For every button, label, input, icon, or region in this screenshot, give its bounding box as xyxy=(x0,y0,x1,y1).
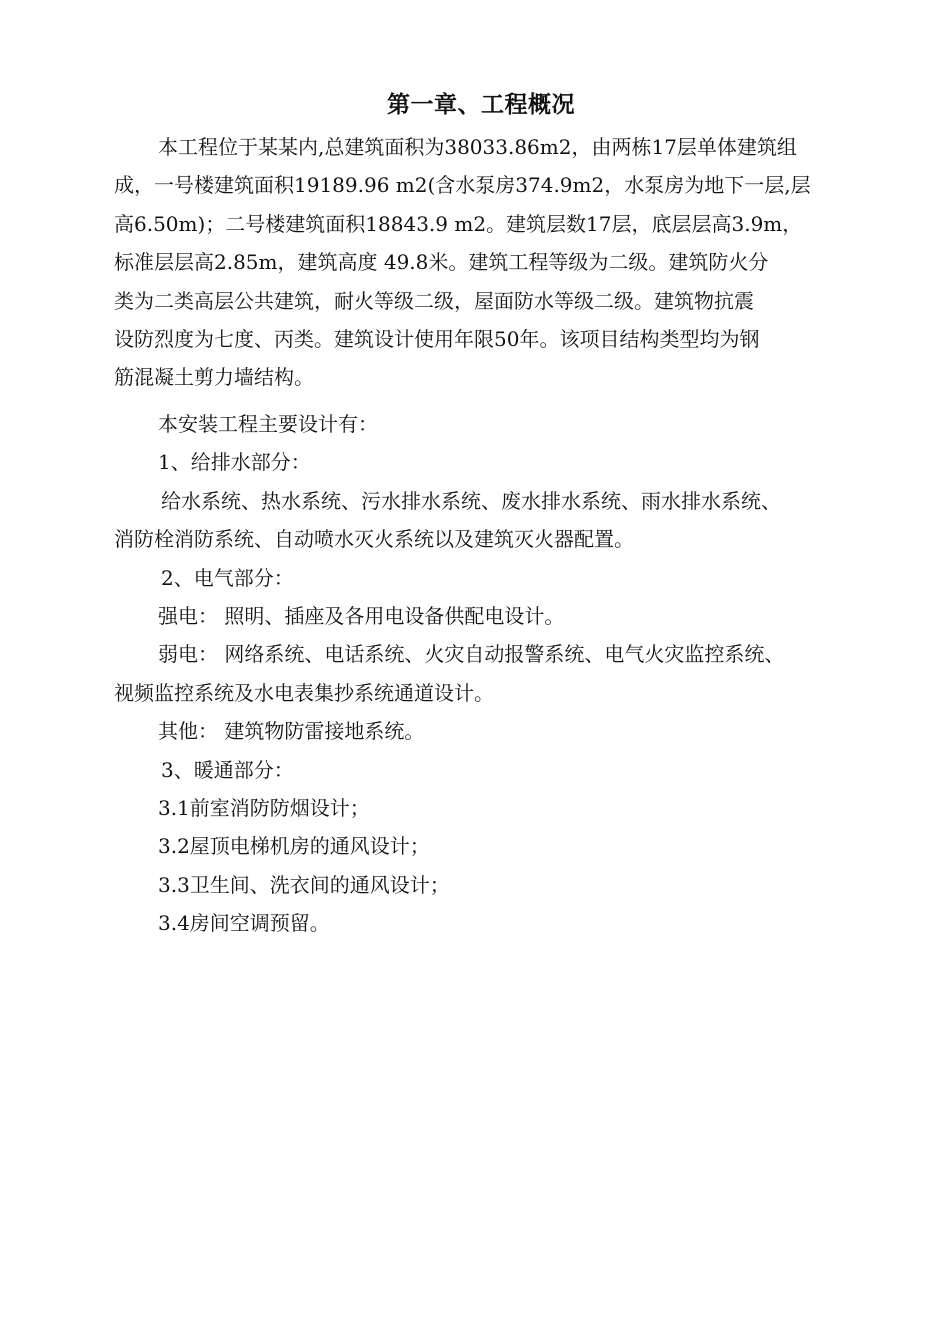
overview-line: 成，一号楼建筑面积19189.96 m2(含水泵房374.9m2，水泵房为地下一层,层 xyxy=(114,173,811,198)
overview-line: 高6.50m)；二号楼建筑面积18843.9 m2。建筑层数17层，底层层高3.9m， xyxy=(114,211,803,236)
other-line: 其他： 建筑物防雷接地系统。 xyxy=(158,719,425,744)
section-heading-electrical: 2、电气部分： xyxy=(161,565,294,590)
weak-current-line: 视频监控系统及水电表集抄系统通道设计。 xyxy=(114,680,494,705)
hvac-item: 3.3卫生间、洗衣间的通风设计； xyxy=(158,872,450,897)
strong-current-line: 强电： 照明、插座及各用电设备供配电设计。 xyxy=(158,603,565,628)
design-scope xyxy=(114,405,864,942)
hvac-item: 3.1前室消防防烟设计； xyxy=(158,795,370,820)
overview-line: 本工程位于某某内,总建筑面积为38033.86m2，由两栋17层单体建筑组 xyxy=(158,135,797,159)
design-intro: 本安装工程主要设计有： xyxy=(158,412,378,436)
overview-line: 筋混凝土剪力墙结构。 xyxy=(114,365,314,390)
overview-paragraph xyxy=(114,128,864,397)
chapter-title: 第一章、工程概况 xyxy=(387,91,575,118)
hvac-item: 3.2屋顶电梯机房的通风设计； xyxy=(158,834,430,859)
overview-line: 设防烈度为七度、丙类。建筑设计使用年限50年。该项目结构类型均为钢 xyxy=(114,326,760,351)
overview-line: 标准层层高2.85m，建筑高度 49.8米。建筑工程等级为二级。建筑防火分 xyxy=(114,250,769,275)
section-heading-hvac: 3、暖通部分： xyxy=(161,757,294,782)
plumbing-line: 给水系统、热水系统、污水排水系统、废水排水系统、雨水排水系统、 xyxy=(161,488,781,513)
weak-current-line: 弱电： 网络系统、电话系统、火灾自动报警系统、电气火灾监控系统、 xyxy=(158,642,785,667)
plumbing-line: 消防栓消防系统、自动喷水灭火系统以及建筑灭火器配置。 xyxy=(114,527,634,552)
overview-line: 类为二类高层公共建筑，耐火等级二级，屋面防水等级二级。建筑物抗震 xyxy=(114,288,754,313)
section-heading-plumbing: 1、给排水部分： xyxy=(158,450,311,475)
hvac-item: 3.4房间空调预留。 xyxy=(158,911,330,936)
